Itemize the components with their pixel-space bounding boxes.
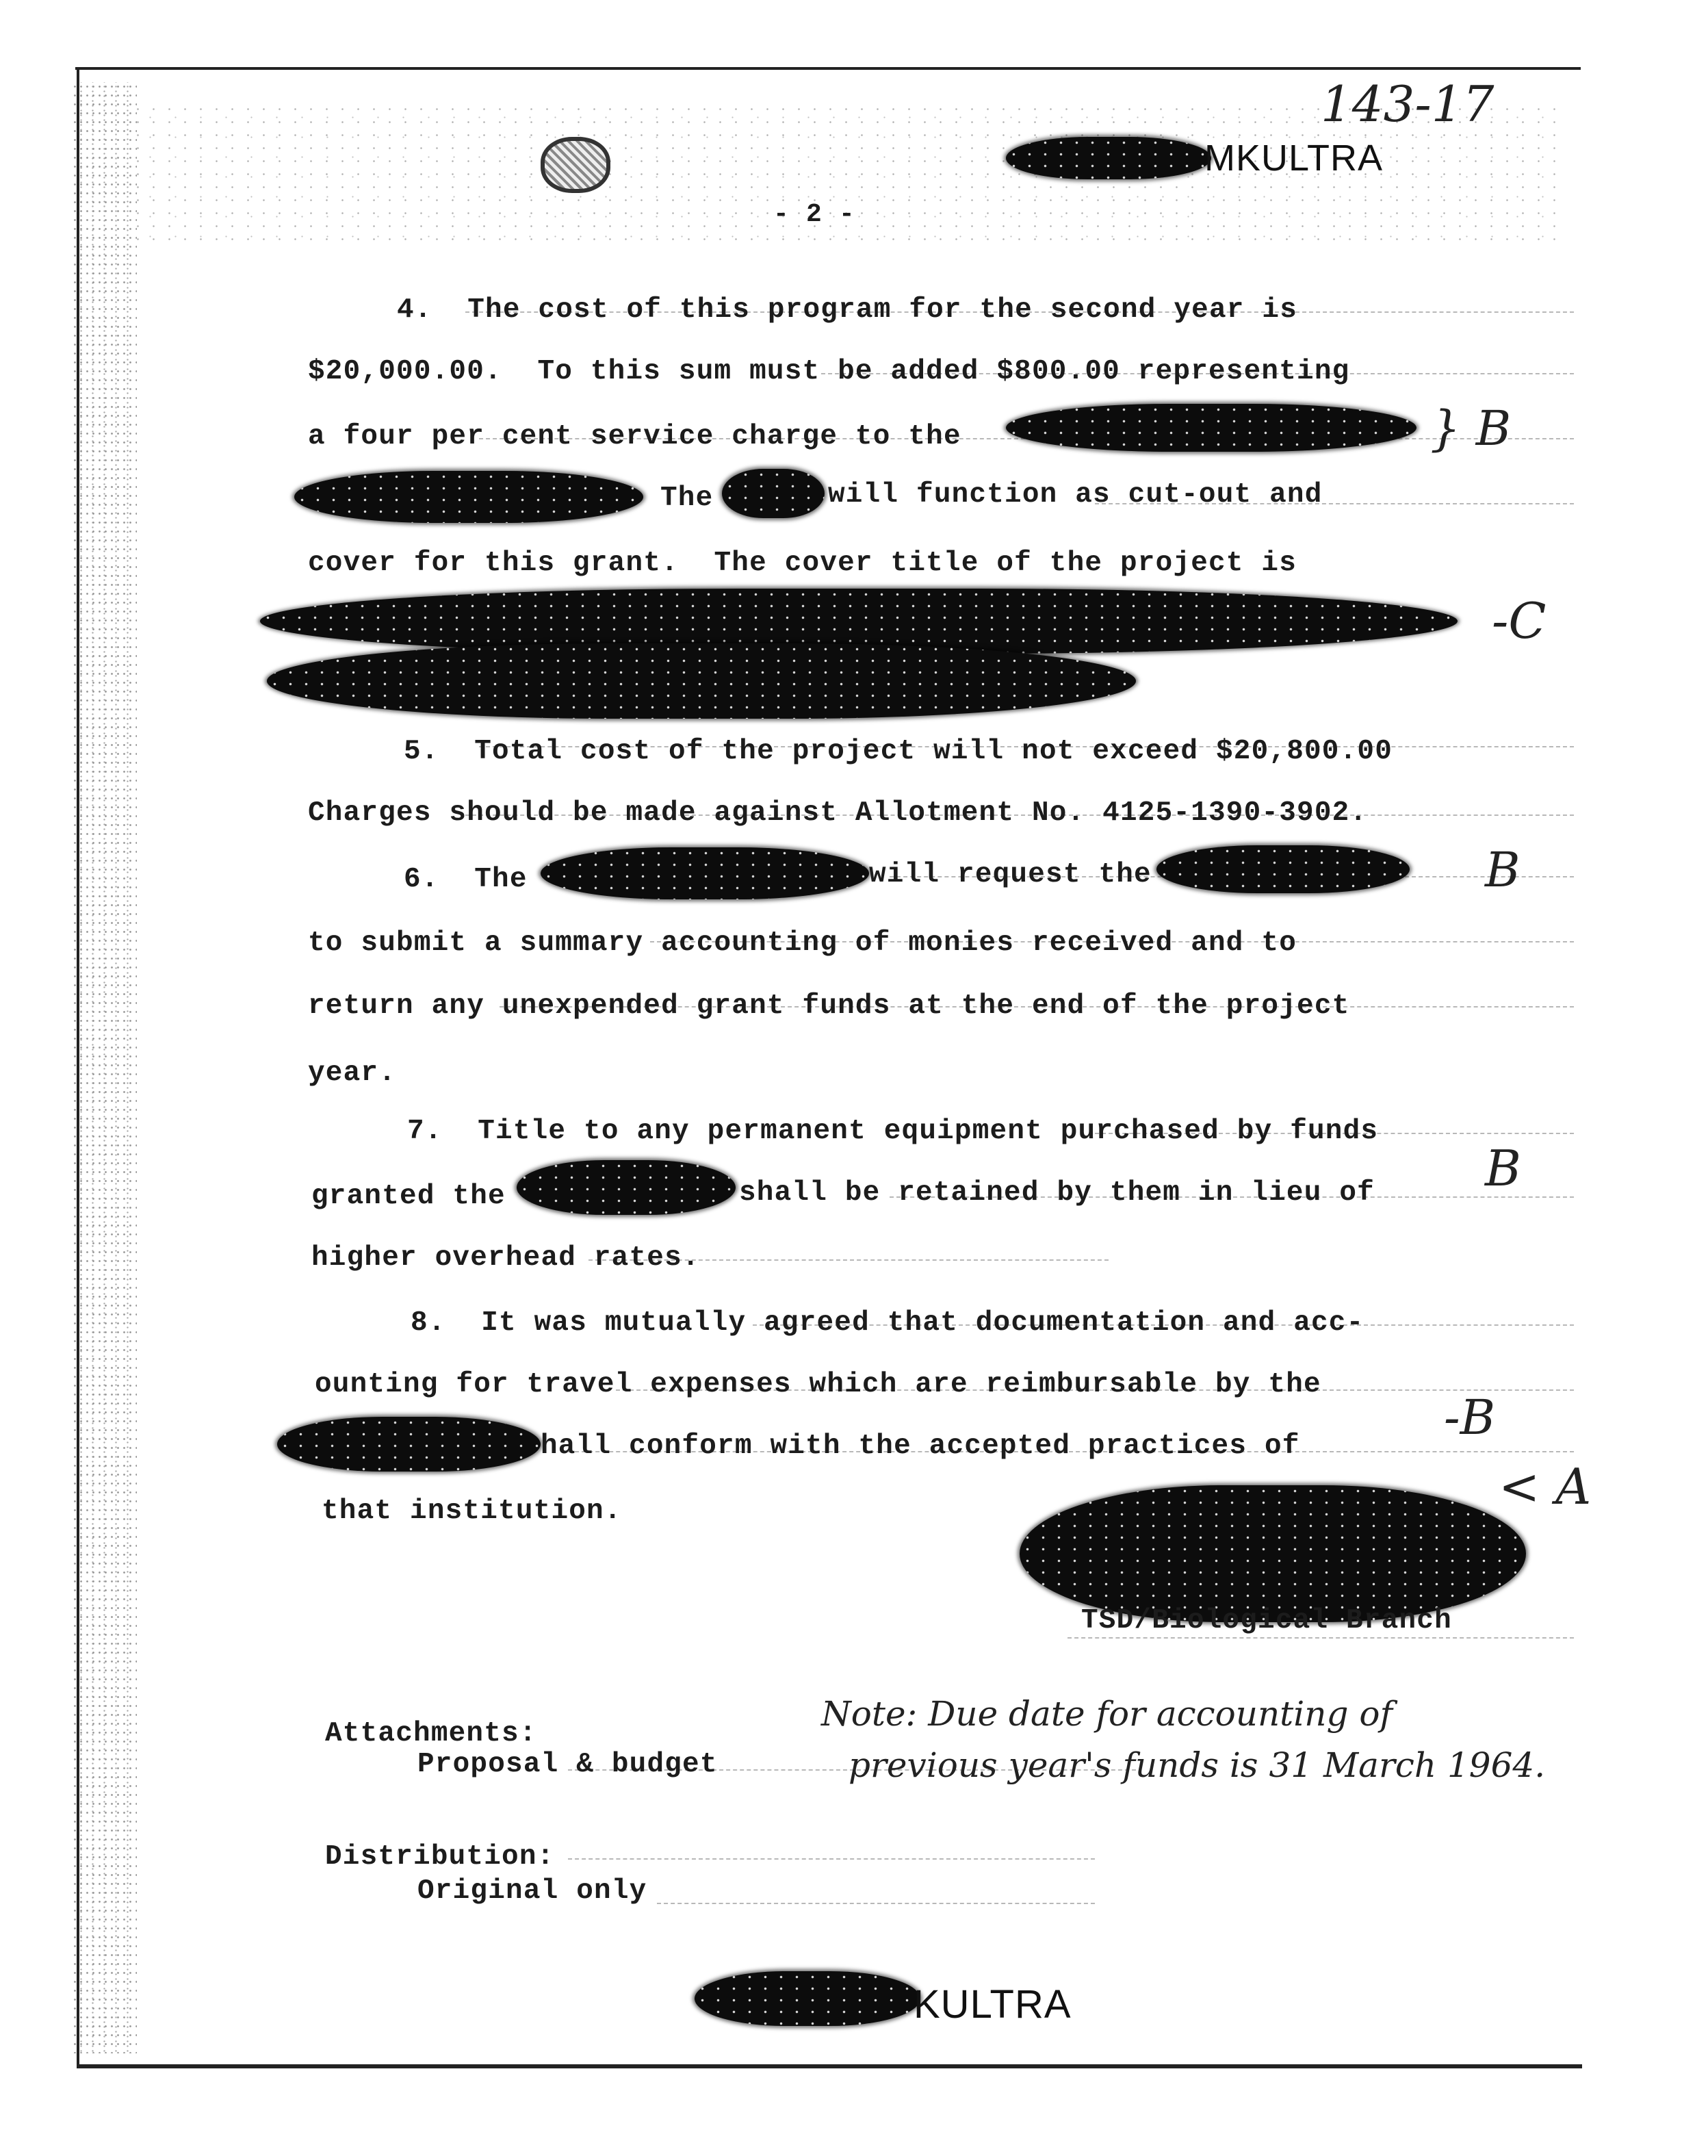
redaction-block (294, 471, 643, 523)
faint-rule (657, 1903, 1095, 1904)
redaction-block (695, 1971, 920, 2026)
mkultra-stamp-top: MKULTRA (1204, 138, 1384, 179)
redaction-block (541, 847, 869, 899)
paragraph-7-line-2-a: granted the (311, 1181, 506, 1212)
faint-rule (1068, 1637, 1574, 1639)
redaction-block (517, 1160, 736, 1215)
paragraph-5-line-1: 5. Total cost of the project will not exceed $20,800.00 (404, 736, 1393, 767)
paragraph-8-line-4: that institution. (322, 1496, 622, 1527)
signature-branch: TSD/Biological Branch (1081, 1605, 1452, 1637)
paragraph-6-line-1-a: 6. The (404, 864, 528, 895)
paragraph-4-line-1: 4. The cost of this program for the second year is (397, 294, 1298, 326)
margin-mark-b: B (1485, 1140, 1521, 1197)
handwritten-note-line-2: previous year's funds is 31 March 1964. (849, 1745, 1546, 1785)
attachments-label: Attachments: (325, 1718, 537, 1749)
paragraph-8-line-2: ounting for travel expenses which are reimbursable by the (315, 1369, 1321, 1400)
margin-mark-b: B (1485, 842, 1521, 898)
top-border-line (75, 67, 1581, 70)
page-number: - 2 - (773, 200, 856, 229)
handwritten-note-line-1: Note: Due date for accounting of (821, 1694, 1393, 1734)
mkultra-stamp-bottom: KULTRA (914, 1982, 1072, 2027)
paragraph-7-line-3: higher overhead rates. (311, 1242, 700, 1274)
scan-noise-left (72, 82, 137, 2053)
ink-smudge (541, 137, 610, 193)
margin-mark-b: -B (1444, 1389, 1496, 1446)
paragraph-4-line-3: a four per cent service charge to the (308, 421, 961, 452)
paragraph-7-line-2-b: shall be retained by them in lieu of (739, 1177, 1375, 1209)
paragraph-6-line-2: to submit a summary accounting of monies received and to (308, 927, 1297, 959)
signature-redaction (1020, 1485, 1526, 1622)
paragraph-6-line-3: return any unexpended grant funds at the end of the project (308, 990, 1350, 1022)
paragraph-6-line-1-b: will request the (869, 859, 1152, 890)
margin-mark-a: < A (1499, 1458, 1592, 1515)
paragraph-4-line-4-a: The (660, 483, 714, 514)
paragraph-8-line-3: hall conform with the accepted practices of (541, 1430, 1300, 1462)
paragraph-5-line-2: Charges should be made against Allotment No. 4125-1390-3902. (308, 797, 1368, 829)
bottom-border-line (77, 2064, 1582, 2068)
redaction-block (1156, 845, 1410, 893)
margin-mark-b: } B (1430, 400, 1512, 457)
redaction-block (267, 643, 1136, 719)
paragraph-4-line-4-b: will function as cut-out and (828, 479, 1323, 511)
paragraph-8-line-1: 8. It was mutually agreed that documentation and acc- (411, 1307, 1364, 1339)
redaction-block (1006, 137, 1211, 179)
faint-rule (568, 1858, 1095, 1860)
margin-mark-c: -C (1492, 592, 1547, 650)
handwritten-reference-number: 143-17 (1321, 75, 1494, 133)
redaction-block (277, 1417, 541, 1472)
paragraph-6-line-4: year. (308, 1057, 397, 1089)
paragraph-4-line-5: cover for this grant. The cover title of the project is (308, 548, 1297, 579)
distribution-item: Original only (417, 1875, 647, 1907)
distribution-label: Distribution: (325, 1841, 555, 1873)
paragraph-7-line-1: 7. Title to any permanent equipment purchased by funds (407, 1116, 1379, 1147)
redaction-block (1006, 404, 1416, 452)
attachments-item: Proposal & budget (417, 1749, 718, 1780)
redaction-block (722, 469, 825, 518)
paragraph-4-line-2: $20,000.00. To this sum must be added $800.00 representing (308, 356, 1350, 387)
